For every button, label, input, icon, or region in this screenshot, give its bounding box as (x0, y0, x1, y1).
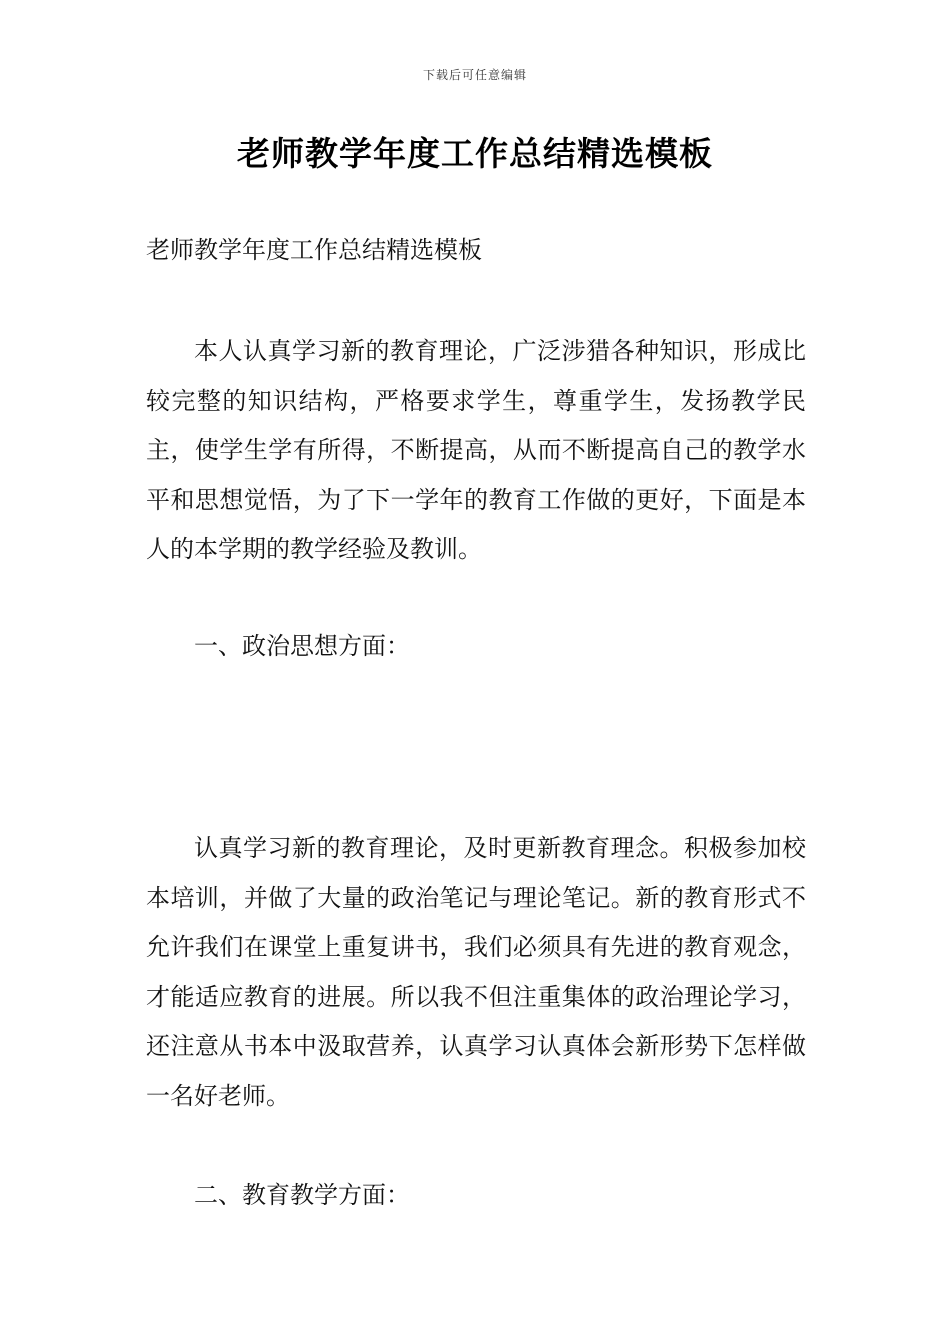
section-heading-teaching: 二、教育教学方面： (194, 1181, 410, 1209)
header-note: 下载后可任意编辑 (422, 68, 527, 82)
paragraph-intro: 本人认真学习新的教育理论，广泛涉猎各种知识，形成比较完整的知识结构，严格要求学生，尊重学生，发扬教学民主，使学生学有所得，不断提高，从而不断提高自己的教学水平和思想觉悟，为了下一学年的教育工作做的更好，下面是本人的本学期的教学经验及教训。 (146, 337, 806, 563)
paragraph-political: 认真学习新的教育理论，及时更新教育理念。积极参加校本培训，并做了大量的政治笔记与理论笔记。新的教育形式不允许我们在课堂上重复讲书，我们必须具有先进的教育观念，才能适应教育的进展。所以我不但注重集体的政治理论学习，还注意从书本中汲取营养，认真学习认真体会新形势下怎样做一名好老师。 (146, 834, 806, 1110)
document-subtitle: 老师教学年度工作总结精选模板 (146, 236, 482, 264)
document-title: 老师教学年度工作总结精选模板 (237, 134, 713, 173)
section-heading-political: 一、政治思想方面： (194, 632, 410, 660)
